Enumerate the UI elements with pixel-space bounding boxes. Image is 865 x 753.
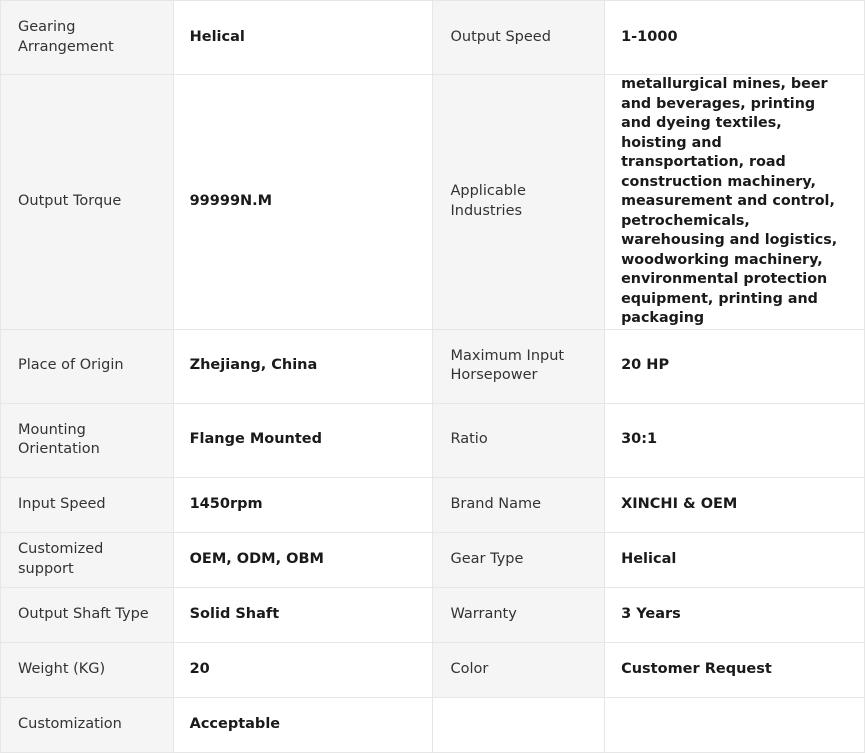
spec-value-input-speed: 1450rpm [173, 477, 433, 532]
table-row [1, 642, 865, 697]
spec-label-applicable-industries: Applicable Industries [433, 75, 605, 330]
spec-value-applicable-industries: metallurgical mines, beer and beverages, printing and dyeing textiles, hoisting and transportation, road construction machinery, measurement and control, petrochemicals, warehousing and logistics, woodworking machinery, environmental protection equipment, printing and packaging [605, 75, 865, 330]
table-row [1, 532, 865, 587]
spec-value-gearing-arrangement: Helical [173, 1, 433, 75]
spec-value-gear-type: Helical [605, 532, 865, 587]
table-row [1, 1, 865, 75]
spec-value-color: Customer Request [605, 642, 865, 697]
table-row [1, 403, 865, 477]
spec-value-maximum-input-horsepower: 20 HP [605, 329, 865, 403]
spec-label-place-of-origin: Place of Origin [1, 329, 174, 403]
spec-label-weight: Weight (KG) [1, 642, 174, 697]
spec-value-place-of-origin: Zhejiang, China [173, 329, 433, 403]
spec-label-ratio: Ratio [433, 403, 605, 477]
spec-label-warranty: Warranty [433, 587, 605, 642]
spec-label-color: Color [433, 642, 605, 697]
spec-label-output-torque: Output Torque [1, 75, 174, 330]
spec-label-customization: Customization [1, 697, 174, 752]
spec-value-brand-name: XINCHI & OEM [605, 477, 865, 532]
table-row [1, 477, 865, 532]
spec-value-output-shaft-type: Solid Shaft [173, 587, 433, 642]
spec-value-mounting-orientation: Flange Mounted [173, 403, 433, 477]
spec-value-customization: Acceptable [173, 697, 433, 752]
spec-label-mounting-orientation: Mounting Orientation [1, 403, 174, 477]
table-row [1, 329, 865, 403]
table-row [1, 697, 865, 752]
spec-label-output-speed: Output Speed [433, 1, 605, 75]
spec-label-maximum-input-horsepower: Maximum Input Horsepower [433, 329, 605, 403]
empty-cell [605, 697, 865, 752]
spec-value-output-torque: 99999N.M [173, 75, 433, 330]
spec-value-output-speed: 1-1000 [605, 1, 865, 75]
spec-value-ratio: 30:1 [605, 403, 865, 477]
spec-label-output-shaft-type: Output Shaft Type [1, 587, 174, 642]
spec-label-gearing-arrangement: Gearing Arrangement [1, 1, 174, 75]
spec-label-input-speed: Input Speed [1, 477, 174, 532]
empty-cell [433, 697, 605, 752]
table-row [1, 587, 865, 642]
spec-value-customized-support: OEM, ODM, OBM [173, 532, 433, 587]
spec-label-brand-name: Brand Name [433, 477, 605, 532]
spec-value-warranty: 3 Years [605, 587, 865, 642]
spec-label-gear-type: Gear Type [433, 532, 605, 587]
table-row [1, 75, 865, 330]
spec-value-weight: 20 [173, 642, 433, 697]
spec-label-customized-support: Customized support [1, 532, 174, 587]
